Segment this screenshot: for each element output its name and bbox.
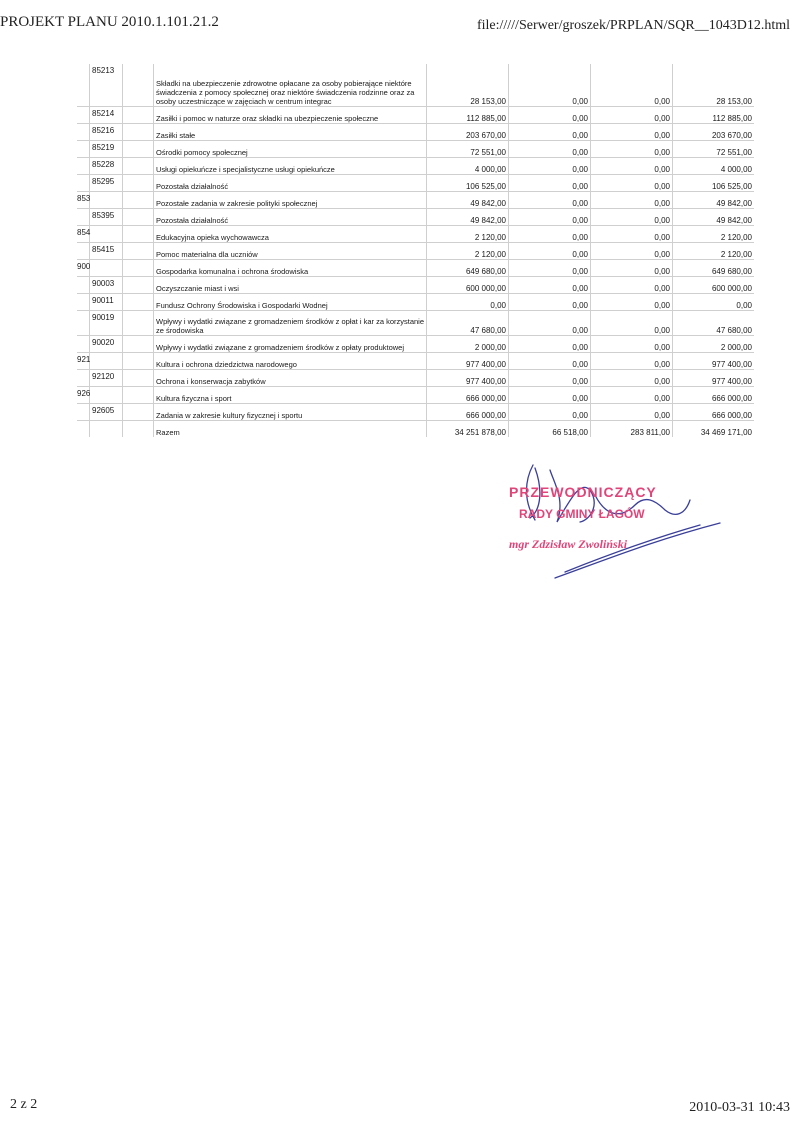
amount-increase-cell: 0,00 [509, 336, 591, 353]
total-before: 34 251 878,00 [427, 421, 509, 438]
description-cell: Oczyszczanie miast i wsi [154, 277, 427, 294]
table-row [77, 294, 754, 311]
amount-after-cell: 72 551,00 [673, 141, 755, 158]
table-row [77, 107, 754, 124]
amount-decrease-cell: 0,00 [591, 192, 673, 209]
table-row [77, 387, 754, 404]
amount-after-cell: 4 000,00 [673, 158, 755, 175]
amount-after-cell: 2 120,00 [673, 243, 755, 260]
amount-increase-cell: 0,00 [509, 404, 591, 421]
paragraph-cell [123, 243, 154, 260]
table-row [77, 209, 754, 226]
paragraph-cell [123, 260, 154, 277]
amount-decrease-cell: 0,00 [591, 209, 673, 226]
rozdzial-cell: 85228 [90, 158, 123, 175]
table-row [77, 260, 754, 277]
table-row [77, 124, 754, 141]
table-row [77, 175, 754, 192]
paragraph-cell [123, 404, 154, 421]
amount-increase-cell: 0,00 [509, 370, 591, 387]
paragraph-cell [123, 421, 154, 438]
print-footer-datetime: 2010-03-31 10:43 [689, 1100, 790, 1115]
amount-increase-cell: 0,00 [509, 175, 591, 192]
paragraph-cell [123, 192, 154, 209]
amount-before-cell: 72 551,00 [427, 141, 509, 158]
dzial-cell [77, 107, 90, 124]
dzial-cell [77, 311, 90, 336]
table-row [77, 64, 754, 107]
rozdzial-cell [90, 192, 123, 209]
dzial-cell [77, 336, 90, 353]
stamp-title: PRZEWODNICZĄCY [509, 484, 657, 500]
description-cell: Zadania w zakresie kultury fizycznej i sportu [154, 404, 427, 421]
amount-before-cell: 649 680,00 [427, 260, 509, 277]
amount-before-cell: 977 400,00 [427, 353, 509, 370]
amount-decrease-cell: 0,00 [591, 294, 673, 311]
rozdzial-cell: 92605 [90, 404, 123, 421]
paragraph-cell [123, 158, 154, 175]
print-header-title: PROJEKT PLANU 2010.1.101.21.2 [0, 14, 219, 30]
description-cell: Ośrodki pomocy społecznej [154, 141, 427, 158]
table-row [77, 353, 754, 370]
paragraph-cell [123, 277, 154, 294]
description-cell: Usługi opiekuńcze i specjalistyczne usługi opiekuńcze [154, 158, 427, 175]
amount-increase-cell: 0,00 [509, 141, 591, 158]
paragraph-cell [123, 294, 154, 311]
amount-increase-cell: 0,00 [509, 158, 591, 175]
amount-after-cell: 600 000,00 [673, 277, 755, 294]
rozdzial-cell: 85395 [90, 209, 123, 226]
amount-after-cell: 2 000,00 [673, 336, 755, 353]
rozdzial-cell: 85213 [90, 64, 123, 107]
amount-increase-cell: 0,00 [509, 353, 591, 370]
amount-after-cell: 47 680,00 [673, 311, 755, 336]
amount-decrease-cell: 0,00 [591, 277, 673, 294]
amount-after-cell: 977 400,00 [673, 370, 755, 387]
amount-after-cell: 112 885,00 [673, 107, 755, 124]
print-footer-page: 2 z 2 [10, 1097, 38, 1112]
amount-before-cell: 977 400,00 [427, 370, 509, 387]
dzial-cell [77, 158, 90, 175]
amount-after-cell: 0,00 [673, 294, 755, 311]
amount-increase-cell: 0,00 [509, 209, 591, 226]
amount-decrease-cell: 0,00 [591, 336, 673, 353]
amount-after-cell: 49 842,00 [673, 192, 755, 209]
total-label: Razem [154, 421, 427, 438]
amount-increase-cell: 0,00 [509, 387, 591, 404]
rozdzial-cell: 92120 [90, 370, 123, 387]
rozdzial-cell [90, 226, 123, 243]
rozdzial-cell: 85219 [90, 141, 123, 158]
amount-before-cell: 49 842,00 [427, 192, 509, 209]
amount-before-cell: 0,00 [427, 294, 509, 311]
rozdzial-cell: 90011 [90, 294, 123, 311]
paragraph-cell [123, 175, 154, 192]
rozdzial-cell [90, 260, 123, 277]
dzial-cell: 926 [77, 387, 90, 404]
paragraph-cell [123, 311, 154, 336]
dzial-cell [77, 404, 90, 421]
paragraph-cell [123, 336, 154, 353]
paragraph-cell [123, 209, 154, 226]
amount-after-cell: 106 525,00 [673, 175, 755, 192]
paragraph-cell [123, 226, 154, 243]
amount-after-cell: 666 000,00 [673, 387, 755, 404]
amount-before-cell: 2 120,00 [427, 226, 509, 243]
amount-before-cell: 600 000,00 [427, 277, 509, 294]
dzial-cell [77, 175, 90, 192]
amount-before-cell: 112 885,00 [427, 107, 509, 124]
amount-increase-cell: 0,00 [509, 226, 591, 243]
dzial-cell [77, 141, 90, 158]
amount-before-cell: 2 120,00 [427, 243, 509, 260]
table-row [77, 141, 754, 158]
paragraph-cell [123, 107, 154, 124]
amount-after-cell: 203 670,00 [673, 124, 755, 141]
paragraph-cell [123, 141, 154, 158]
amount-increase-cell: 0,00 [509, 277, 591, 294]
dzial-cell: 921 [77, 353, 90, 370]
amount-increase-cell: 0,00 [509, 124, 591, 141]
table-row [77, 277, 754, 294]
signature-stamp [495, 460, 725, 585]
amount-before-cell: 28 153,00 [427, 64, 509, 107]
amount-decrease-cell: 0,00 [591, 353, 673, 370]
table-row [77, 370, 754, 387]
amount-increase-cell: 0,00 [509, 243, 591, 260]
description-cell: Edukacyjna opieka wychowawcza [154, 226, 427, 243]
paragraph-cell [123, 124, 154, 141]
stamp-name: mgr Zdzisław Zwoliński [509, 537, 628, 551]
description-cell: Zasiłki stałe [154, 124, 427, 141]
total-after: 34 469 171,00 [673, 421, 755, 438]
amount-decrease-cell: 0,00 [591, 175, 673, 192]
amount-after-cell: 49 842,00 [673, 209, 755, 226]
amount-decrease-cell: 0,00 [591, 387, 673, 404]
amount-before-cell: 203 670,00 [427, 124, 509, 141]
amount-increase-cell: 0,00 [509, 311, 591, 336]
amount-before-cell: 47 680,00 [427, 311, 509, 336]
budget-table [77, 64, 754, 437]
dzial-cell [77, 370, 90, 387]
amount-decrease-cell: 0,00 [591, 107, 673, 124]
rozdzial-cell [90, 421, 123, 438]
total-row [77, 421, 754, 438]
dzial-cell [77, 277, 90, 294]
description-cell: Pozostała działalność [154, 175, 427, 192]
amount-before-cell: 49 842,00 [427, 209, 509, 226]
paragraph-cell [123, 370, 154, 387]
description-cell: Pozostałe zadania w zakresie polityki społecznej [154, 192, 427, 209]
amount-increase-cell: 0,00 [509, 260, 591, 277]
description-cell: Gospodarka komunalna i ochrona środowiska [154, 260, 427, 277]
total-increase: 66 518,00 [509, 421, 591, 438]
amount-after-cell: 649 680,00 [673, 260, 755, 277]
dzial-cell [77, 421, 90, 438]
paragraph-cell [123, 353, 154, 370]
amount-increase-cell: 0,00 [509, 294, 591, 311]
amount-increase-cell: 0,00 [509, 107, 591, 124]
dzial-cell [77, 64, 90, 107]
table-row [77, 311, 754, 336]
description-cell: Pomoc materialna dla uczniów [154, 243, 427, 260]
description-cell: Składki na ubezpieczenie zdrowotne opłacane za osoby pobierające niektóre świadczenia z pomocy społecznej oraz niektóre świadczenia rodzinne oraz za osoby uczestniczące w zajęciach w centrum integrac [154, 64, 427, 107]
amount-decrease-cell: 0,00 [591, 311, 673, 336]
amount-after-cell: 2 120,00 [673, 226, 755, 243]
amount-increase-cell: 0,00 [509, 64, 591, 107]
dzial-cell: 900 [77, 260, 90, 277]
rozdzial-cell: 85295 [90, 175, 123, 192]
dzial-cell [77, 209, 90, 226]
amount-decrease-cell: 0,00 [591, 158, 673, 175]
rozdzial-cell: 90003 [90, 277, 123, 294]
paragraph-cell [123, 387, 154, 404]
table-row [77, 336, 754, 353]
amount-decrease-cell: 0,00 [591, 141, 673, 158]
rozdzial-cell: 85216 [90, 124, 123, 141]
amount-decrease-cell: 0,00 [591, 64, 673, 107]
dzial-cell [77, 124, 90, 141]
description-cell: Ochrona i konserwacja zabytków [154, 370, 427, 387]
description-cell: Pozostała działalność [154, 209, 427, 226]
amount-after-cell: 28 153,00 [673, 64, 755, 107]
dzial-cell: 854 [77, 226, 90, 243]
amount-decrease-cell: 0,00 [591, 124, 673, 141]
description-cell: Wpływy i wydatki związane z gromadzeniem środków z opłat i kar za korzystanie ze środowiska [154, 311, 427, 336]
table-row [77, 243, 754, 260]
paragraph-cell [123, 64, 154, 107]
table-row [77, 404, 754, 421]
dzial-cell [77, 294, 90, 311]
print-header-url: file://///Serwer/groszek/PRPLAN/SQR__1043D12.html [476, 18, 790, 33]
amount-decrease-cell: 0,00 [591, 226, 673, 243]
rozdzial-cell: 90019 [90, 311, 123, 336]
table-row [77, 226, 754, 243]
stamp-council: RADY GMINY ŁAGÓW [519, 507, 645, 521]
amount-decrease-cell: 0,00 [591, 243, 673, 260]
amount-increase-cell: 0,00 [509, 192, 591, 209]
description-cell: Fundusz Ochrony Środowiska i Gospodarki Wodnej [154, 294, 427, 311]
dzial-cell: 853 [77, 192, 90, 209]
rozdzial-cell: 85415 [90, 243, 123, 260]
rozdzial-cell: 85214 [90, 107, 123, 124]
signature-drawing [495, 460, 725, 585]
amount-after-cell: 977 400,00 [673, 353, 755, 370]
rozdzial-cell [90, 387, 123, 404]
description-cell: Kultura i ochrona dziedzictwa narodowego [154, 353, 427, 370]
amount-decrease-cell: 0,00 [591, 260, 673, 277]
amount-after-cell: 666 000,00 [673, 404, 755, 421]
rozdzial-cell [90, 353, 123, 370]
amount-decrease-cell: 0,00 [591, 404, 673, 421]
description-cell: Zasiłki i pomoc w naturze oraz składki na ubezpieczenie społeczne [154, 107, 427, 124]
table-row [77, 192, 754, 209]
amount-before-cell: 666 000,00 [427, 404, 509, 421]
amount-before-cell: 106 525,00 [427, 175, 509, 192]
amount-before-cell: 2 000,00 [427, 336, 509, 353]
description-cell: Kultura fizyczna i sport [154, 387, 427, 404]
table-row [77, 158, 754, 175]
total-decrease: 283 811,00 [591, 421, 673, 438]
amount-before-cell: 666 000,00 [427, 387, 509, 404]
description-cell: Wpływy i wydatki związane z gromadzeniem środków z opłaty produktowej [154, 336, 427, 353]
amount-before-cell: 4 000,00 [427, 158, 509, 175]
amount-decrease-cell: 0,00 [591, 370, 673, 387]
rozdzial-cell: 90020 [90, 336, 123, 353]
dzial-cell [77, 243, 90, 260]
